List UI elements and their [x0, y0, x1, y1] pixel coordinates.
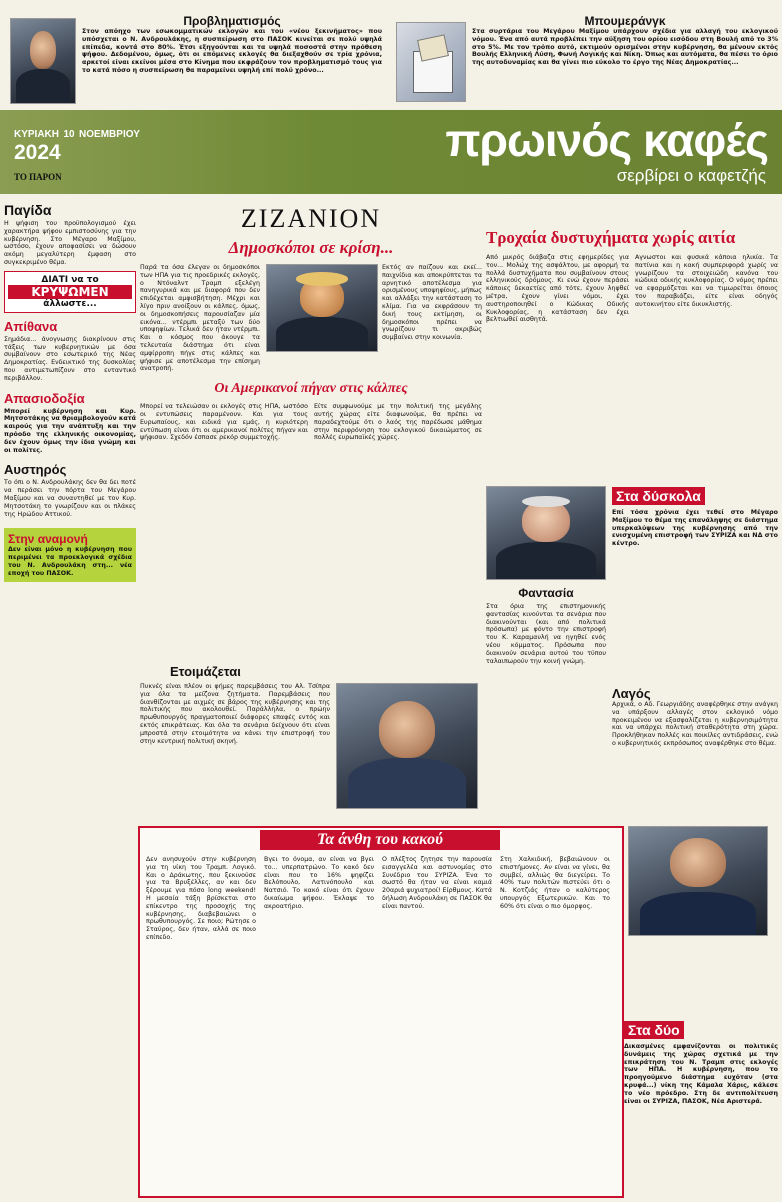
- ballot-photo: [396, 22, 466, 102]
- apasiodoxia-text: Μπορεί κυβέρνηση και Κυρ. Μητσοτάκης να θριαμβολογούν κατά καιρούς για την ανάπτυξη και την πρόοδο της ελληνικής οικονομίας, δεν έχουν όμως την ίδια γνώμη και οι πολίτες.: [4, 407, 136, 454]
- zizanion-head1: Δημοσκόποι σε κρίση...: [228, 238, 394, 257]
- afstiros-title: Αυστηρός: [4, 462, 67, 478]
- kryvomen-line2: ΚΡΥΨΩΜΕΝ: [8, 285, 132, 299]
- etoimazetai-section: [140, 660, 482, 810]
- masthead-publisher: ΤΟ ΠΑΡΟΝ: [14, 172, 62, 182]
- troxaia-text-b: Αγνωστοι και φυσικά κάποια ηλικία. Τα πατίνια και η κακή συμπεριφορά χωρίς να γνωρίζουν τα στοιχειώδη κανόνα του κώδικα οδικής κυκλοφορίας. Ο νόμος πρέπει να εφαρμόζεται και να τιμωρείται όποιος τον παραβιάζει, είτε είναι οδηγός αυτοκινήτου είτε δικυκλιστής.: [635, 254, 778, 308]
- lagos-title: Λαγός: [612, 686, 651, 701]
- masthead-day: ΚΥΡΙΑΚΗ: [14, 129, 60, 140]
- anamoni-box: [4, 528, 136, 581]
- anthi-col1: Δεν ανησυχούν στην κυβέρνηση για τη νίκη του Τραμπ. Λογικό. Και ο Δράκωτης, που ξεκινούσε για τα Βρυξέλλες, αν και δεν ξέρουμε για πόσο long weekend! Η μεσαία τάξη βρίσκεται στο επίκεντρο της προσοχής της κυβέρνησης, διαβεβαιώνει ο πρωθυπουργός. Σε ποιο; Ρώτησε ο Σταύρος, δεν ήταν, αλλά σε ποιο επίπεδο.: [146, 856, 256, 941]
- masthead-year: 2024: [14, 141, 61, 164]
- top-strip: [4, 8, 778, 108]
- anamoni-text: Δεν είναι μόνο η κυβέρνηση που περιμένει τα προεκλογικά σχέδια του Ν. Ανδρουλάκη στη... νέα εποχή του ΠΑΣΟΚ.: [8, 546, 132, 577]
- zizanion-text2b: Είτε συμφωνούμε με την πολιτική της μεγάλης αυτής χώρας είτε διαφωνούμε, θα πρέπει να παραδεχτούμε ότι ο λαός της παρέδωσε μάθημα στην περιφρόνηση του εκλογικού δικαιώματος σε πολλές ευρωπαϊκές χώρες.: [314, 403, 482, 442]
- boomerang-title: Μπουμεράνγκ: [584, 14, 666, 28]
- apithana-title: Απίθανα: [4, 318, 58, 334]
- masthead: [0, 110, 782, 194]
- apithana-text: Σημάδια... άνογνωσης διακρίνουν στις τάξεις των κυβερνητικών με όσα συμβαίνουν στο εσωτερικό της Νέας Δημοκρατίας. Ενδεικτικό της δυσκολίας που αντιμετωπίζουν στο ενταντικό περιβάλλον.: [4, 335, 136, 382]
- anthi-box: [138, 826, 624, 1198]
- masthead-title: πρωινός καφές: [445, 114, 768, 166]
- boomerang-item: [472, 14, 778, 106]
- problematismos-item: [82, 14, 382, 106]
- kryvomen-line3: άλλωστε...: [43, 298, 97, 309]
- apasiodoxia-title: Απασιοδοξία: [4, 390, 85, 406]
- date-block: [14, 124, 154, 174]
- sta-dyskola-title: Στα δύσκολα: [612, 487, 705, 505]
- zizanion-text1: Παρά τα όσα έλεγαν οι δημοσκόποι των ΗΠΑ για τις προεδρικές εκλογές, ο Ντόναλντ Τραμπ εξελέγη πανηγυρικά και με διαφορά που δεν επιδέχεται αμφισβήτηση. Μέχρι και λίγο πριν ανοίξουν οι κάλπες, όμως, οι δημοσκοπήσεις παρουσίαζαν μία εικόνα... ντέρμπι μεταξύ των δύο υποψηφίων. Τελικά δεν ήταν ντέρμπι. Και ο κόσμος που άκουγε τα τελευταία διάστημα ότι είναι αμφίρροπη πήγε στις κάλπες και ψήφισε με αποτέλεσμα την επίσημη ανατροπή.: [140, 264, 260, 373]
- left-section-afstiros: [4, 462, 136, 518]
- trump-photo: [266, 264, 378, 352]
- zizanion-text2: Μπορεί να τελειώσαν οι εκλογές στις ΗΠΑ, ωστόσο οι εντυπώσεις παραμένουν. Και για τους Ευρωπαίους, και ειδικά για εμάς, η κυριότερη εντύπωση είναι ότι οι αμερικανοί πολίτες πήγαν και ψήφισαν. Σχεδόν έσπασε ρεκόρ συμμετοχής.: [140, 403, 308, 442]
- sta-dyskola-text: Επί τόσα χρόνια έχει τεθεί στο Μέγαρο Μαξίμου το θέμα της επανάληψης σε διάστημα υπερκαλύψεων της κυβέρνησης από την ενισχυμένη επιστροφή των ΣΥΡΙΖΑ και ΝΔ στο κέντρο.: [612, 509, 778, 548]
- troxaia-title: Τροχαία δυστυχήματα χωρίς αιτία: [486, 228, 736, 247]
- left-section-pagida: [4, 202, 136, 267]
- fantasia-section: [486, 586, 606, 812]
- anthi-title: Τα άνθη του κακού: [260, 830, 500, 850]
- left-column: [4, 200, 136, 1198]
- troxaia-section: [486, 228, 778, 482]
- boomerang-text: Στα συρτάρια του Μεγάρου Μαξίμου υπάρχουν σχέδια για αλλαγή του εκλογικού νόμου. Ένα από αυτά προβλέπει την αύξηση του ορίου εισόδου στη Βουλή από το 3% στο 5%. Με τον τρόπο αυτό, εκτιμούν ορισμένοι στην κυβέρνηση, θα μένουν εκτός Βουλής Ελληνική Λύση, Φωνή Λογικής και Νίκη. Όπως και αυτόματα, θα πέσει το όριο της αυτοδυναμίας και θα γίνει πιο εύκολο το έργο της Νέας Δημοκρατίας...: [472, 28, 778, 67]
- lagos-text: Αρχικά, ο Αδ. Γεωργιάδης αναφέρθηκε στην ανάγκη να υπάρξουν αλλαγές στον εκλογικό νόμο προκειμένου να εξασφαλίζεται η κυβερνησιμότητα και να υπάρχει πολιτική σταθερότητα στη χώρα. Προκλήθηκαν πολλές και ποικίλες αντιδράσεις, ενώ ο κυβερνητικός εκπρόσωπος αναφέρθηκε στο θέμα.: [612, 701, 778, 747]
- masthead-subtitle: σερβίρει ο καφετζής: [616, 166, 766, 185]
- kryvomen-box: [4, 271, 136, 313]
- anthi-col2: Βγει το όνομα, αν είναι να βγει το... υπερπατρώνο. Το κακό δεν είναι που το 16% ψηφίζει Βελόπουλο, Λατινόπουλο και Νατσιό. Το κακό είναι ότι έχουν δικαίωμα ψήφου. Έκλαψε το ακροατήριο.: [264, 856, 374, 910]
- anamoni-title: Στην αναμονή: [8, 532, 88, 547]
- left-section-apasiodoxia: [4, 391, 136, 455]
- sta-dyo-title: Στα δύο: [624, 1021, 684, 1039]
- karamanlis-photo: [486, 486, 606, 580]
- zizanion-label: ΖΙΖΑΝΙΟΝ: [240, 204, 382, 233]
- sta-dyo-section: [624, 1020, 778, 1198]
- masthead-month: ΝΟΕΜΒΡΙΟΥ: [79, 129, 140, 140]
- fantasia-title: Φαντασία: [518, 586, 574, 600]
- troxaia-text: Από μικρός διάβαζα στις εφημερίδες για τον... Μολώχ της ασφάλτου, με αφορμή τα πολλά δυστυχήματα που συμβαίνουν στους ελληνικούς δρόμους. Κι ενώ έχουν περάσει κάποιες δεκαετίες από τότε, έχουν ληφθεί μέτρα, έχουν γίνει νόμοι, έχει αυστηροποιηθεί ο Κώδικας Οδικής Κυκλοφορίας, η κατάσταση δεν έχει βελτιωθεί αισθητά.: [486, 254, 629, 324]
- etoimazetai-text: Πυκνές είναι πλέον οι φήμες παρεμβάσεις του Αλ. Τσίπρα για όλα τα μείζονα ζητήματα. Παρεμβάσεις που διανθίζονται με αιχμές σε βάρος της κυβέρνησης και της πολιτικής που ακολουθεί. Παράλληλα, ο πρώην πρωθυπουργός πραγματοποιεί διάφορες επαφές εντός και εκτός επικράτειας. Και όλα τα σενάρια δείχνουν ότι είναι μπροστά στην ετοιμότητα να κάνει την επιστροφή του στην κεντρική πολιτική σκηνή.: [140, 683, 330, 745]
- anthi-col4: Στη Χαλκιδική, βεβαιώνουν οι επιστήμονες. Αν είναι να γίνει, θα συμβεί, αλλιώς θα διεγείρει. Το 40% των πολιτών πιστεύει ότι ο Ν. Κοτζιάς ήταν ο καλύτερος υπουργός Εξωτερικών. Και το 60% ότι είναι ο πιο όμορφος.: [500, 856, 610, 910]
- masthead-date-num: 10: [63, 129, 75, 140]
- problematismos-title: Προβληματισμός: [183, 14, 281, 28]
- kryvomen-line1: ΔΙΑΤΙ να το: [41, 274, 99, 285]
- georgiadis-photo: [628, 826, 768, 936]
- zizanion-text1b: Εκτός αν παίζουν και εκεί... παιχνίδια και αποκρύπτεται τα αρνητικό αποτέλεσμα για ορισμένους υποψηφίους, μήπως και αλλάξει την κατάσταση το κλίμα. Για να εκφράσουν τη δική τους εκτίμηση, οι δημοσκόποι πρέπει να γνωρίζουν τι ακριβώς συμβαίνει στην κοινωνία.: [382, 264, 482, 342]
- lagos-section: [612, 686, 778, 826]
- pagida-title: Παγίδα: [4, 202, 52, 218]
- afstiros-text: Το όπι ο Ν. Ανδρουλάκης δεν θα δει ποτέ να περάσει την πόρτα του Μεγάρου Μαξίμου και να συναντηθεί με τον Κυρ. Μητσοτάκη το γνωρίζουν και οι πλάκες της Ηρώδου Αττικού.: [4, 479, 136, 518]
- zizanion-head2: Οι Αμερικανοί πήγαν στις κάλπες: [214, 381, 408, 397]
- pagida-text: Η ψήφιση του προϋπολογισμού έχει χαρακτήρα ψήφου εμπιστοσύνης για την κυβέρνηση. Στο Μέγαρο Μαξίμου, ωστόσο, έχουν αποφασίσει να δώσουν ακόμη μεγαλύτερη έμφαση στο συγκεκριμένο θέμα.: [4, 220, 136, 266]
- anthi-col3: Ο πλέξτος ζητησε την παρουσία εισαγγελέα και αστυνομίας στο Συνέδριο του ΣΥΡΙΖΑ. Ένα το σωστό θα ήταν να είναι καμιά 20αριά ψυχιατροί! Είρθμους. Κατά δήλωση Ανδρουλάκη σε ΠΑΣΟΚ θα είναι παντού.: [382, 856, 492, 910]
- left-section-apithana: [4, 319, 136, 383]
- androulakis-photo: [10, 18, 76, 104]
- tsipras-photo: [336, 683, 478, 809]
- etoimazetai-title: Ετοιμάζεται: [170, 664, 241, 679]
- problematismos-text: Στον απόηχο των εσωκομματικών εκλογών και του «νέου ξεκινήματος» που υπόσχεται ο Ν. Ανδρουλάκης, η συσπείρωση στο ΠΑΣΟΚ κινείται σε πολύ υψηλά επίπεδα, κοντά στο 80%. Έτσι εξηγούνται και τα υψηλά ποσοστά στην πρόθεση ψήφου. Δεδομένου, όμως, ότι οι επόμενες εκλογές θα διεξαχθούν σε τρία χρόνια, αρκετοί είναι εκείνοι μέσα στο Κίνημα που εκφράζουν τον προβληματισμό τους για το κατά πόσο η συσπείρωση θα παραμείνει υψηλή επί πολύ χρόνο...: [82, 28, 382, 74]
- fantasia-text: Στα όρια της επιστημονικής φαντασίας κινούνται τα σενάρια που διακινούνται (και από πολιτικά πρόσωπα) με φόντο την επιστροφή του Κ. Καραμανλή να ηγηθεί ενός νέου κόμματος. Πρόσωπα που διακινούν σενάρια αυτού του τύπου ταλαιπωρούν την κοινή γνώμη.: [486, 603, 606, 665]
- sta-dyo-text: Δικασμένες εμφανίζονται οι πολιτικές δυνάμεις της χώρας σχετικά με την επικράτηση του Ν. Τραμπ στις εκλογές των ΗΠΑ. Η κυβέρνηση, που το προηγούμενο διάστημα ευχόταν (στα κρυφά...) νίκη της Κάμαλα Χάρις, κάλεσε το νέο πρόεδρο. Στη δε αντιπολίτευση είναι οι ΣΥΡΙΖΑ, ΠΑΣΟΚ, Νέα Αριστερά.: [624, 1043, 778, 1105]
